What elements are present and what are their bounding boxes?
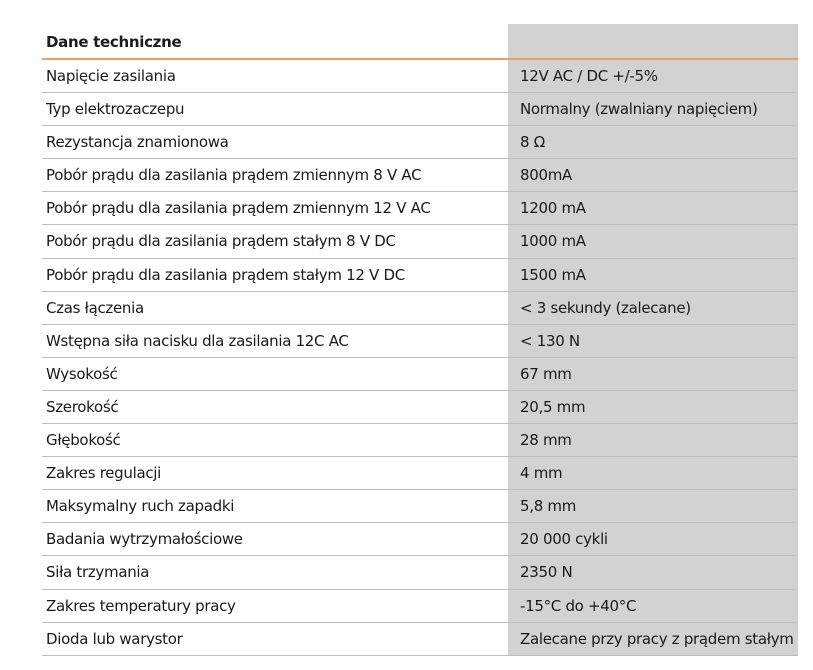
- table-row: [42, 358, 798, 391]
- row-value: Normalny (zwalniany napięciem): [508, 93, 798, 125]
- row-label: Siła trzymania: [46, 563, 150, 582]
- row-label: Pobór prądu dla zasilania prądem stałym 8 V DC: [46, 232, 396, 251]
- row-label: Dioda lub warystor: [46, 629, 183, 648]
- table-row: [42, 159, 798, 192]
- row-value: 20,5 mm: [508, 391, 798, 423]
- table-row: [42, 292, 798, 325]
- row-label: Zakres regulacji: [46, 464, 162, 483]
- row-label: Pobór prądu dla zasilania prądem stałym 12 V DC: [46, 265, 405, 284]
- row-label: Pobór prądu dla zasilania prądem zmiennym 8 V AC: [46, 166, 422, 185]
- row-value: 800mA: [508, 159, 798, 191]
- row-value: 5,8 mm: [508, 490, 798, 522]
- table-row: [42, 126, 798, 159]
- row-value: 8 Ω: [508, 126, 798, 158]
- table-row: [42, 590, 798, 623]
- row-value: -15°C do +40°C: [508, 590, 798, 622]
- table-row: [42, 556, 798, 589]
- row-value: 1200 mA: [508, 192, 798, 224]
- table-title: Dane techniczne: [46, 33, 182, 51]
- row-label: Typ elektrozaczepu: [46, 100, 185, 119]
- row-value: 12V AC / DC +/-5%: [508, 60, 798, 92]
- table-row: [42, 192, 798, 225]
- table-row: [42, 523, 798, 556]
- table-row: [42, 225, 798, 258]
- table-row: [42, 490, 798, 523]
- table-row: [42, 325, 798, 358]
- table-row: [42, 623, 798, 656]
- row-value: < 130 N: [508, 325, 798, 357]
- table-row: [42, 93, 798, 126]
- row-label: Wstępna siła nacisku dla zasilania 12C AC: [46, 331, 349, 350]
- table-header: [42, 24, 798, 59]
- row-label: Pobór prądu dla zasilania prądem zmiennym 12 V AC: [46, 199, 431, 218]
- row-label: Czas łączenia: [46, 298, 144, 317]
- table-row: [42, 60, 798, 93]
- row-value: 28 mm: [508, 424, 798, 456]
- row-label: Rezystancja znamionowa: [46, 133, 229, 152]
- technical-data-table: [42, 24, 798, 656]
- table-row: [42, 457, 798, 490]
- row-label: Napięcie zasilania: [46, 67, 176, 85]
- row-value: 20 000 cykli: [508, 523, 798, 555]
- row-value: 4 mm: [508, 457, 798, 489]
- row-value: 67 mm: [508, 358, 798, 390]
- table-body: [42, 60, 798, 656]
- row-label: Zakres temperatury pracy: [46, 596, 236, 615]
- row-value: Zalecane przy pracy z prądem stałym: [508, 623, 798, 655]
- row-label: Badania wytrzymałościowe: [46, 530, 243, 549]
- header-value-cell: [508, 24, 798, 59]
- table-row: [42, 259, 798, 292]
- row-value: 1000 mA: [508, 225, 798, 257]
- table-row: [42, 424, 798, 457]
- row-label: Maksymalny ruch zapadki: [46, 497, 235, 516]
- row-value: < 3 sekundy (zalecane): [508, 292, 798, 324]
- row-value: 2350 N: [508, 556, 798, 588]
- row-label: Wysokość: [46, 364, 118, 383]
- table-row: [42, 391, 798, 424]
- row-value: 1500 mA: [508, 259, 798, 291]
- row-label: Głębokość: [46, 431, 121, 450]
- row-label: Szerokość: [46, 397, 119, 416]
